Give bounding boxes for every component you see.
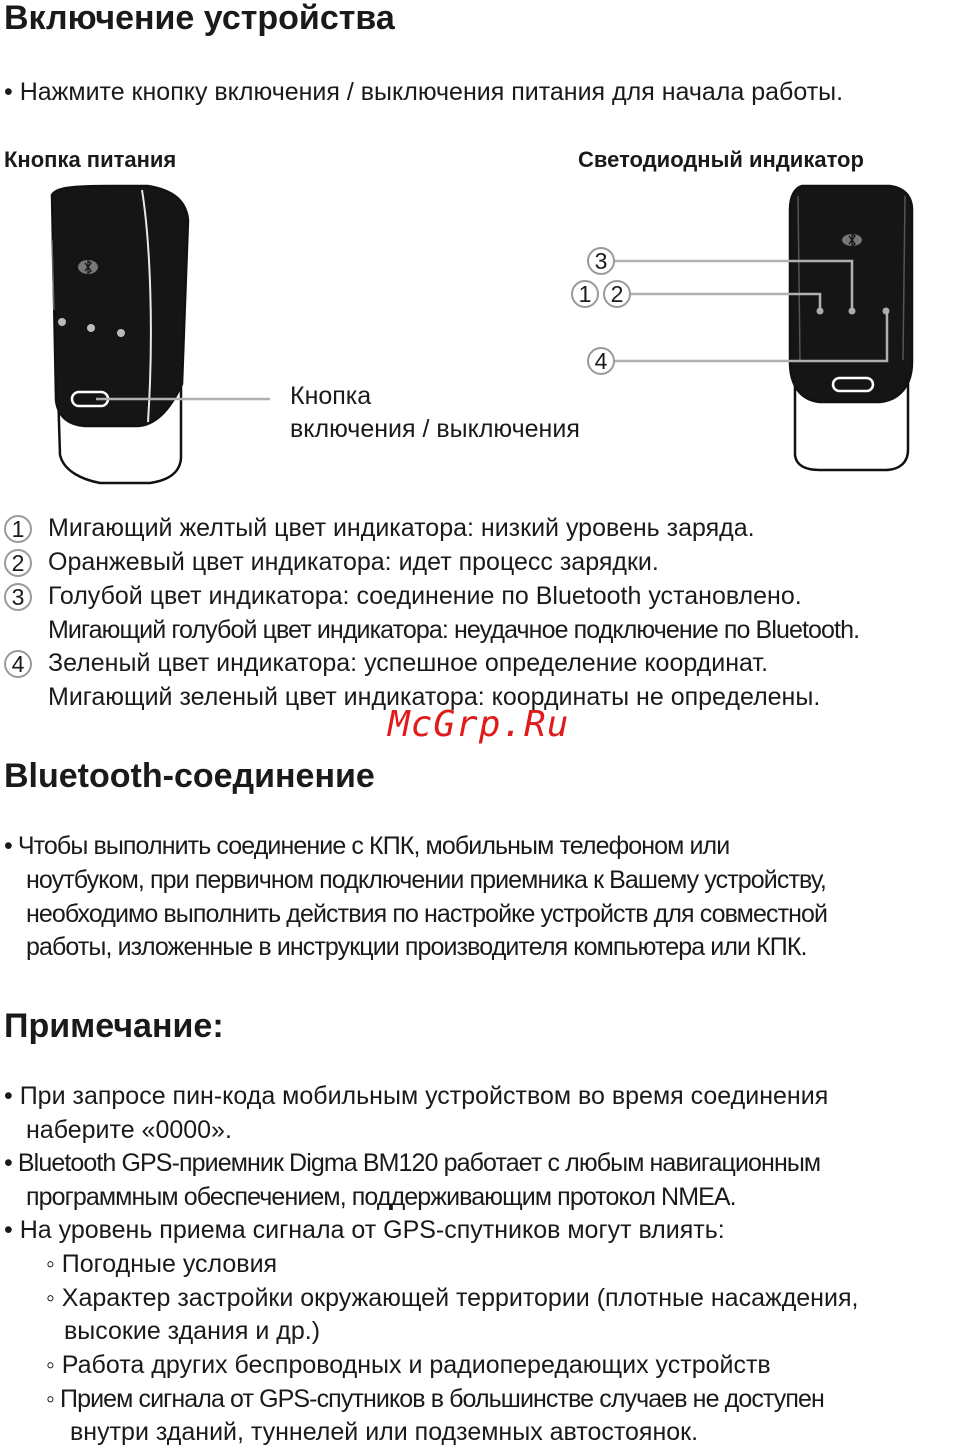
- legend-text-3b: Мигающий голубой цвет индикатора: неудачное подключение по Bluetooth.: [48, 616, 860, 644]
- note-sub-1: ◦ Погодные условия: [46, 1250, 278, 1278]
- marker-4: 4: [587, 347, 615, 375]
- bluetooth-logo-icon: [842, 234, 862, 246]
- legend-text-4a: Зеленый цвет индикатора: успешное определение координат.: [48, 649, 769, 677]
- section-title-power: Включение устройства: [4, 0, 395, 37]
- marker-3: 3: [587, 247, 615, 275]
- power-instruction: • Нажмите кнопку включения / выключения питания для начала работы.: [4, 78, 844, 106]
- legend-text-2: Оранжевый цвет индикатора: идет процесс зарядки.: [48, 548, 659, 576]
- marker-1: 1: [571, 280, 599, 308]
- note-sub-4: ◦ Прием сигнала от GPS-спутников в большинстве случаев не доступен: [46, 1385, 824, 1413]
- note-b3: • На уровень приема сигнала от GPS-спутников могут влиять:: [4, 1216, 725, 1244]
- bt-text-line4: работы, изложенные в инструкции производителя компьютера или КПК.: [26, 933, 807, 961]
- power-button-icon: [833, 378, 873, 391]
- note-b1-line1: • При запросе пин-кода мобильным устройством во время соединения: [4, 1082, 829, 1110]
- note-sub-2: ◦ Характер застройки окружающей территории (плотные насаждения,: [46, 1284, 859, 1312]
- marker-2: 2: [603, 280, 631, 308]
- legend-text-3a: Голубой цвет индикатора: соединение по Bluetooth установлено.: [48, 582, 802, 610]
- callout-power-line2: включения / выключения: [290, 415, 580, 443]
- device-illustration-right: [0, 0, 962, 500]
- legend-num-3: 3: [4, 583, 32, 611]
- note-b1-line2: наберите «0000».: [26, 1116, 232, 1144]
- legend-num-1: 1: [4, 515, 32, 543]
- section-title-bluetooth: Bluetooth-соединение: [4, 757, 375, 795]
- bt-text-line3: необходимо выполнить действия по настройке устройств для совместной: [26, 900, 828, 928]
- legend-text-4b: Мигающий зеленый цвет индикатора: координаты не определены.: [48, 683, 821, 711]
- watermark: McGrp.Ru: [388, 704, 570, 745]
- legend-num-2: 2: [4, 549, 32, 577]
- bt-text-line1: • Чтобы выполнить соединение с КПК, мобильным телефоном или: [4, 832, 730, 860]
- note-b2-line1: • Bluetooth GPS-приемник Digma BM120 работает с любым навигационным: [4, 1149, 821, 1177]
- callout-power-line1: Кнопка: [290, 382, 372, 410]
- label-led-indicator: Светодиодный индикатор: [578, 147, 864, 172]
- legend-text-1: Мигающий желтый цвет индикатора: низкий уровень заряда.: [48, 514, 755, 542]
- label-power-button: Кнопка питания: [4, 147, 177, 172]
- bt-text-line2: ноутбуком, при первичном подключении приемника к Вашему устройству,: [26, 866, 826, 894]
- note-sub-3: ◦ Работа других беспроводных и радиопередающих устройств: [46, 1351, 771, 1379]
- section-title-note: Примечание:: [4, 1007, 224, 1045]
- note-sub-4-cont: внутри зданий, туннелей или подземных автостоянок.: [70, 1418, 699, 1446]
- note-b2-line2: программным обеспечением, поддерживающим протокол NMEA.: [26, 1183, 736, 1211]
- legend-num-4: 4: [4, 650, 32, 678]
- note-sub-2-cont: высокие здания и др.): [64, 1317, 321, 1345]
